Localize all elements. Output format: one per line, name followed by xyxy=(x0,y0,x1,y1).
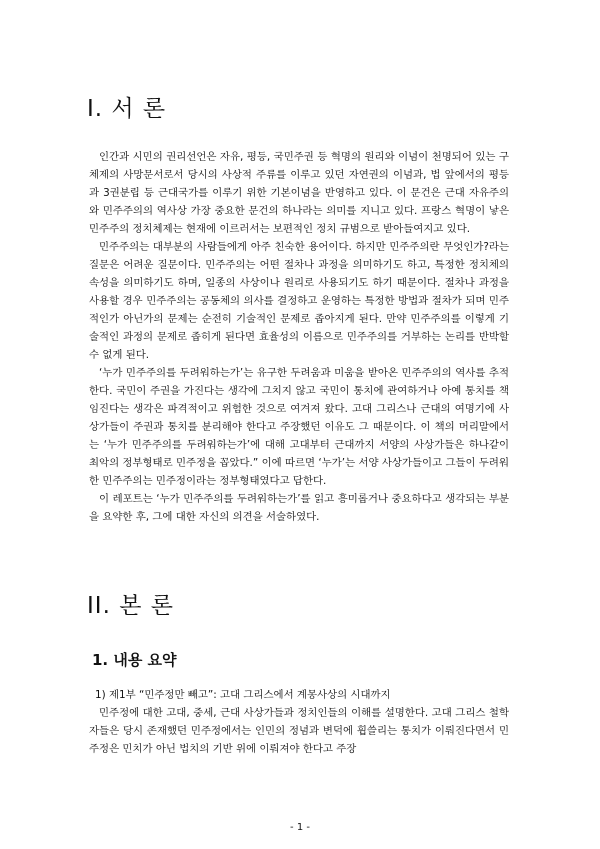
page-number: - 1 - xyxy=(290,822,310,833)
section-title-introduction: I. 서 론 xyxy=(87,96,167,122)
subsection-title-summary: 1. 내용 요약 xyxy=(92,651,177,669)
intro-paragraph-4: 이 레포트는 ‘누가 민주주의를 두려워하는가’를 읽고 흥미롭거나 중요하다고 생각되는 부분을 요약한 후, 그에 대한 자신의 의견을 서술하였다. xyxy=(89,493,509,523)
summary-item-heading: 1) 제1부 “민주정만 빼고”: 고대 그리스에서 계몽사상의 시대까지 xyxy=(95,689,391,701)
summary-body xyxy=(89,686,509,758)
introduction-body xyxy=(89,148,509,526)
intro-paragraph-2: 민주주의는 대부분의 사람들에게 아주 친숙한 용어이다. 하지만 민주주의란 무엇인가?라는 질문은 어려운 질문이다. 민주주의는 어떤 절차나 과정을 의미하기도 하고, 특정한 정치체의 속성을 의미하기도 하며, 일종의 사상이나 원리로 사용되기도 하기 때문이다. 절차나 과정을 사용할 경우 민주주의는 공동체의 의사를 결정하고 운영하는 특정한 방법과 절차가 되며 민주적인가 아닌가의 문제는 순전히 기술적인 문제로 좁아지게 된다. 만약 민주주의를 이렇게 기술적인 과정의 문제로 좁히게 된다면 효율성의 이름으로 민주주의를 거부하는 논리를 반박할 수 없게 된다. xyxy=(89,241,509,361)
section-title-main-body: II. 본 론 xyxy=(87,593,174,619)
intro-paragraph-3: ‘누가 민주주의를 두려워하는가’는 유구한 두려움과 미움을 받아온 민주주의의 역사를 추적한다. 국민이 주권을 가진다는 생각에 그치지 않고 국민이 통치에 관여하거나 아예 통치를 책임진다는 생각은 파격적이고 위험한 것으로 여겨져 왔다. 고대 그리스나 근대의 여명기에 사상가들이 주권과 통치를 분리해야 한다고 주장했던 이유도 그 때문이다. 이 책의 머리말에서는 ‘누가 민주주의를 두려워하는가’에 대해 고대부터 근대까지 서양의 사상가들은 하나같이 최악의 정부형태로 민주정을 꼽았다.” 이에 따르면 ‘누가’는 서양 사상가들이고 그들이 두려워한 민주주의는 민주정이라는 정부형태였다고 답한다. xyxy=(89,367,509,487)
intro-paragraph-1: 인간과 시민의 권리선언은 자유, 평등, 국민주권 등 혁명의 원리와 이념이 천명되어 있는 구체제의 사망문서로서 당시의 사상적 주류를 이루고 있던 자연권의 이념과, 법 앞에서의 평등과 3권분립 등 근대국가를 이루기 위한 기본이념을 반영하고 있다. 이 문건은 근대 자유주의와 민주주의의 역사상 가장 중요한 문건의 하나라는 의미를 지니고 있다. 프랑스 혁명이 낳은 민주주의 정치체제는 현재에 이르러서는 보편적인 정치 규범으로 받아들여지고 있다. xyxy=(89,151,509,235)
summary-paragraph-1: 민주정에 대한 고대, 중세, 근대 사상가들과 정치인들의 이해를 설명한다. 고대 그리스 철학자들은 당시 존재했던 민주정에서는 인민의 정념과 변덕에 휩쓸리는 통치가 이뤄진다면서 민주정은 민치가 아닌 법치의 기반 위에 이뤄져야 한다고 주장 xyxy=(89,707,509,755)
